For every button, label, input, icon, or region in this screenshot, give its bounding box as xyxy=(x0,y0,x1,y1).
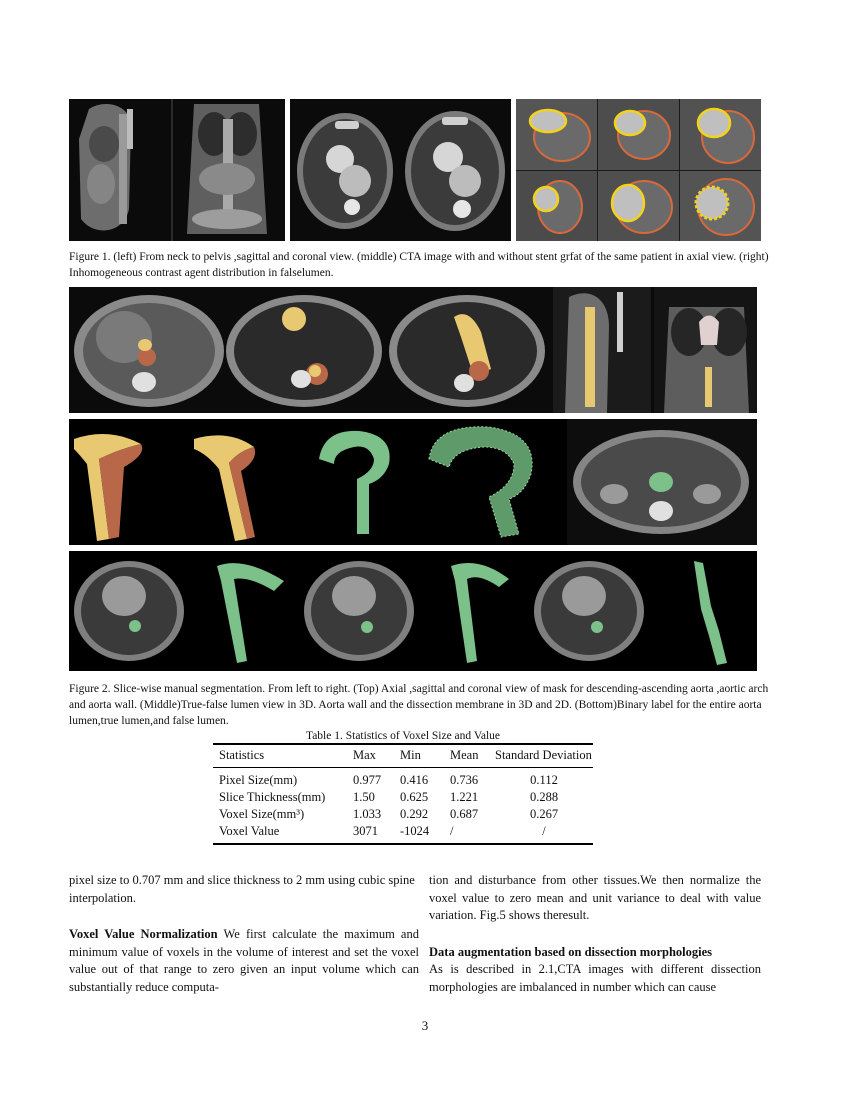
binary-label-views xyxy=(69,551,757,671)
table1-cell: 0.625 xyxy=(400,790,429,804)
table-row xyxy=(213,823,593,840)
paragraph xyxy=(69,926,419,996)
false-lumen-contour-grid xyxy=(516,99,761,241)
figure1-middle-panel xyxy=(290,99,511,241)
table1-cell: 1.50 xyxy=(353,790,375,804)
table-row xyxy=(213,806,593,823)
segmentation-mask-views xyxy=(69,287,757,413)
right-column xyxy=(429,872,761,996)
table1-cell: Slice Thickness(mm) xyxy=(219,790,326,804)
left-column xyxy=(69,872,419,996)
figure2-caption: Figure 2. Slice-wise manual segmentation. From left to right. (Top) Axial ,sagittal and coronal view of mask for descending-ascending aorta ,aortic arch and aorta wall. (Middle)True-false lumen view in 3D. Aorta wall and the dissection membrane in 3D and 2D. (Bottom)Binary label for the entire aorta lumen,true lumen,and false lumen. xyxy=(69,683,769,727)
paragraph: tion and disturbance from other tissues.We then normalize the voxel value to zero mean and unit variance to deal with value variation. Fig.5 shows theresult. xyxy=(429,873,761,922)
table1-cell: Voxel Value xyxy=(219,824,280,838)
table1-header-cell: Mean xyxy=(450,748,479,762)
table1-cell: 1.033 xyxy=(353,807,382,821)
table1-top-rule xyxy=(213,743,593,745)
table1-cell: 0.977 xyxy=(353,773,382,787)
table1-header-cell: Min xyxy=(400,748,421,762)
table1-cell: Voxel Size(mm³) xyxy=(219,807,305,821)
figure2-top-panel xyxy=(69,287,757,413)
table1-cell: 0.292 xyxy=(400,807,429,821)
figure1-right-panel xyxy=(516,99,761,241)
paragraph: As is described in 2.1,CTA images with different dissection morphologies are imbalanced in number which can cause xyxy=(429,962,761,994)
table1-cell: 0.288 xyxy=(529,790,559,804)
table1-cell: -1024 xyxy=(400,824,430,838)
table1-header-cell: Max xyxy=(353,748,376,762)
true-false-lumen-3d xyxy=(69,419,757,545)
paragraph: pixel size to 0.707 mm and slice thickness to 2 mm using cubic spine interpolation. xyxy=(69,873,415,905)
table1-cell: / xyxy=(450,824,454,838)
table-row xyxy=(213,789,593,806)
table1-title: Table 1. Statistics of Voxel Size and Value xyxy=(305,730,501,742)
table1-body xyxy=(213,772,593,840)
section-heading: Voxel Value Normalization xyxy=(69,927,218,941)
table1-bottom-rule xyxy=(213,843,593,845)
table1-cell: 1.221 xyxy=(450,790,479,804)
axial-cta-stent-image xyxy=(290,99,511,241)
figure2-bottom-panel xyxy=(69,551,757,671)
figure1-left-panel xyxy=(69,99,285,241)
table1-cell: 0.112 xyxy=(530,773,558,787)
table1-cell: Pixel Size(mm) xyxy=(219,773,298,787)
sagittal-coronal-ct-image xyxy=(69,99,285,241)
page-number: 3 xyxy=(421,1018,429,1033)
figure2-middle-panel xyxy=(69,419,757,545)
table1-header-cell: Statistics xyxy=(219,748,265,762)
table1-header-cell: Standard Deviation xyxy=(495,748,592,762)
table1-cell: 3071 xyxy=(353,824,378,838)
section-heading: Data augmentation based on dissection morphologies xyxy=(429,944,713,959)
table1-mid-rule xyxy=(213,767,593,768)
table1-header xyxy=(213,747,593,764)
table-row xyxy=(213,772,593,789)
paragraph-text: We first calculate the maximum and minimum value of voxels in the volume of interest and set the voxel value out of that range to zero given an input volume which can substantially reduce computa- xyxy=(69,927,419,994)
table1-cell: / xyxy=(542,824,546,838)
table1-cell: 0.267 xyxy=(529,807,559,821)
table1-cell: 0.416 xyxy=(400,773,429,787)
table1-cell: 0.687 xyxy=(450,807,479,821)
figure1-caption: Figure 1. (left) From neck to pelvis ,sagittal and coronal view. (middle) CTA image with and without stent grfat of the same patient in axial view. (right) Inhomogeneous contrast agent distribution in falselumen. xyxy=(69,251,769,279)
table1-cell: 0.736 xyxy=(450,773,479,787)
